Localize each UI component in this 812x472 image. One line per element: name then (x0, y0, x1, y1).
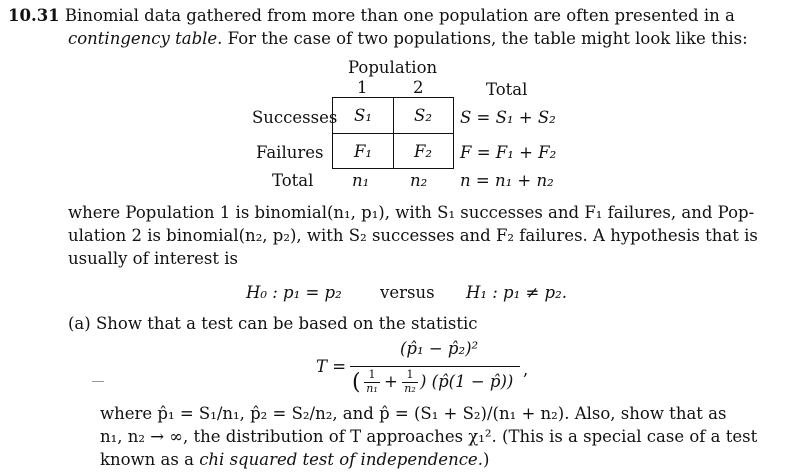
table-row-total: Total (272, 171, 314, 190)
contingency-table-term: contingency table. (68, 29, 223, 48)
statistic-numerator: (p̂₁ − p̂₂)² (400, 339, 479, 358)
closing-line3-post: ) (482, 450, 490, 469)
problem-number: 10.31 (8, 6, 60, 25)
margin-mark (92, 381, 104, 382)
cell-n1: n₁ (352, 171, 370, 190)
table-col-total: Total (486, 80, 528, 99)
part-a-text: Show that a test can be based on the statistic (95, 314, 478, 333)
intro-text-2: For the case of two populations, the table might look like this: (222, 29, 748, 48)
table-header-population: Population (348, 58, 438, 77)
chi-squared-term: chi squared test of independence. (199, 450, 483, 469)
closing-line2: n₁, n₂ → ∞, the distribution of T approaches χ₁². (This is a special case of a test (100, 427, 758, 446)
denom-right: ) (p̂(1 − p̂)) (420, 372, 514, 391)
cell-s2: S₂ (414, 106, 432, 125)
cell-n2: n₂ (410, 171, 428, 190)
grid-divider-horizontal (333, 133, 453, 134)
hypothesis-h0: H₀ : p₁ = p₂ (246, 283, 342, 302)
closing-line3 (100, 450, 489, 470)
para-line1: where Population 1 is binomial(n₁, p₁), with S₁ successes and F₁ failures, and Pop- (68, 203, 755, 222)
hypothesis-h1: H₁ : p₁ ≠ p₂. (466, 283, 567, 302)
denom-frac2-num: 1 (406, 368, 414, 381)
contingency-grid (332, 97, 454, 169)
problem-intro-line2 (68, 29, 748, 49)
total-n: n = n₁ + n₂ (460, 171, 554, 190)
problem-intro-line1 (8, 6, 735, 26)
para-line2: ulation 2 is binomial(n₂, p₂), with S₂ successes and F₂ failures. A hypothesis that is (68, 226, 758, 245)
statistic-comma: , (523, 360, 529, 379)
intro-text-1: Binomial data gathered from more than one population are often presented in a (64, 6, 735, 25)
denom-frac2-den: n₂ (404, 382, 416, 395)
statistic-fraction-bar (350, 366, 520, 367)
hypothesis-versus: versus (380, 283, 435, 302)
para-line3: usually of interest is (68, 249, 239, 268)
total-f: F = F₁ + F₂ (460, 143, 557, 162)
statistic-lhs: T = (316, 357, 347, 376)
cell-s1: S₁ (354, 106, 372, 125)
cell-f2: F₂ (413, 142, 433, 161)
closing-line1: where p̂₁ = S₁/n₁, p̂₂ = S₂/n₂, and p̂ = (S₁ + S₂)/(n₁ + n₂). Also, show that as (100, 404, 727, 423)
part-a-label: (a) (68, 314, 91, 333)
cell-f1: F₁ (353, 142, 373, 161)
denom-plus: + (384, 372, 398, 391)
table-row-failures: Failures (256, 143, 324, 162)
denom-frac1-num: 1 (368, 368, 376, 381)
table-row-successes: Successes (252, 108, 338, 127)
table-col-2: 2 (413, 78, 424, 97)
table-col-1: 1 (357, 78, 368, 97)
denom-left-paren: ( (352, 370, 361, 395)
closing-line3-pre: known as a (100, 450, 200, 469)
total-s: S = S₁ + S₂ (460, 108, 556, 127)
part-a (68, 314, 477, 334)
denom-frac1-den: n₁ (366, 382, 378, 395)
